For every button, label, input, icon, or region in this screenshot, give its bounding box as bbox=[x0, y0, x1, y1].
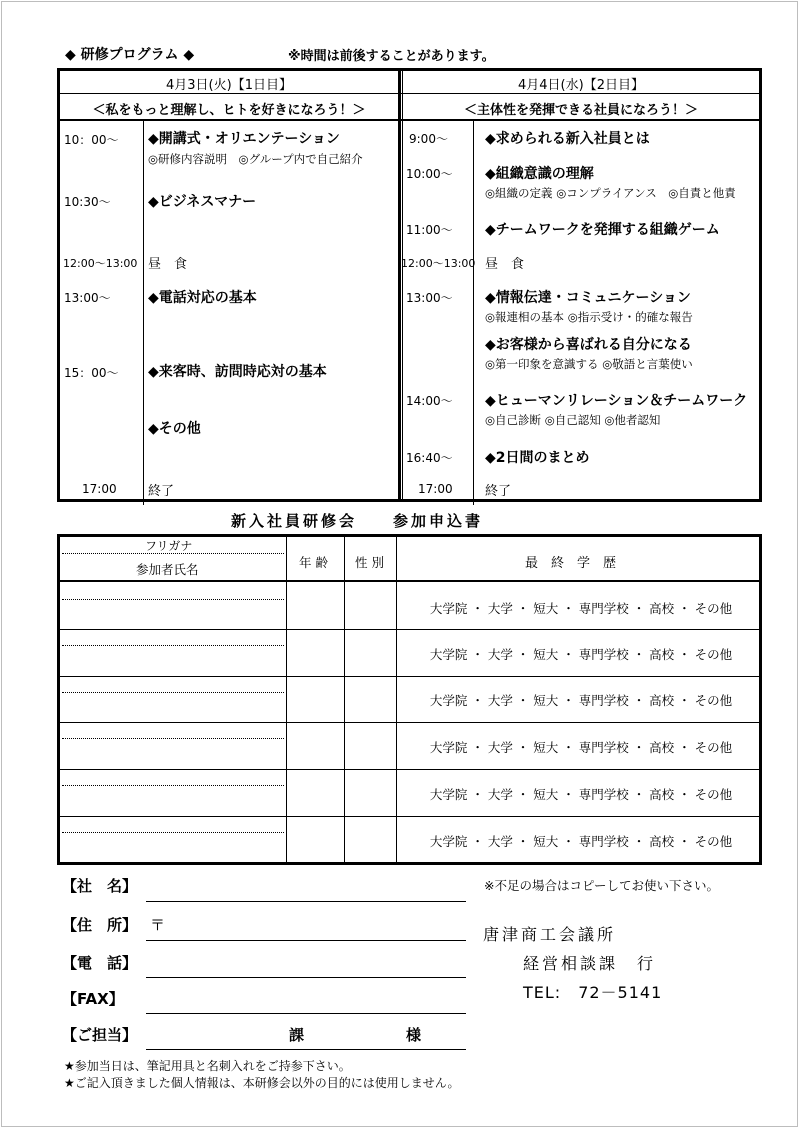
fax-field[interactable] bbox=[146, 1013, 466, 1014]
day1-item: 昼 食 bbox=[148, 257, 188, 272]
education-options[interactable]: 大学院 ・ 大学 ・ 短大 ・ 専門学校 ・ 高校 ・ その他 bbox=[429, 693, 733, 708]
day2-item: ◆求められる新入社員とは bbox=[485, 131, 650, 147]
form-title: 新入社員研修会 参加申込書 bbox=[231, 512, 484, 530]
day2-item: ◆2日間のまとめ bbox=[485, 450, 590, 466]
age-header: 年 齢 bbox=[299, 555, 328, 570]
day2-sub: ◎自己診断 ◎自己認知 ◎他者認知 bbox=[485, 413, 661, 427]
day2-time: 14:00～ bbox=[406, 394, 453, 408]
day2-time: 17:00 bbox=[418, 482, 453, 496]
time-note: ※時間は前後することがあります。 bbox=[288, 49, 495, 64]
day2-time: 16:40～ bbox=[406, 451, 453, 465]
day1-item: ◆ビジネスマナー bbox=[148, 194, 257, 210]
company-field[interactable] bbox=[146, 901, 466, 902]
day2-sub: ◎第一印象を意識する ◎敬語と言葉使い bbox=[485, 357, 693, 371]
day1-time: 17:00 bbox=[82, 482, 117, 496]
day2-item: 昼 食 bbox=[485, 257, 525, 272]
day2-sub: ◎組織の定義 ◎コンプライアンス ◎自責と他責 bbox=[485, 186, 736, 200]
tel-number: TEL: 72－5141 bbox=[523, 983, 663, 1002]
fax-label: 【FAX】 bbox=[62, 990, 124, 1008]
day1-time: 13:00～ bbox=[64, 291, 111, 305]
company-label: 【社 名】 bbox=[62, 877, 138, 895]
education-options[interactable]: 大学院 ・ 大学 ・ 短大 ・ 専門学校 ・ 高校 ・ その他 bbox=[429, 601, 733, 616]
honorific: 様 bbox=[406, 1026, 422, 1044]
phone-field[interactable] bbox=[146, 977, 466, 978]
section-suffix: 課 bbox=[289, 1026, 305, 1044]
day1-sub: ◎研修内容説明 ◎グループ内で自己紹介 bbox=[148, 152, 363, 166]
day2-time: 10:00～ bbox=[406, 167, 453, 181]
day2-item: ◆ヒューマンリレーション＆チームワーク bbox=[485, 393, 748, 409]
address-label: 【住 所】 bbox=[62, 916, 138, 934]
day2-item: ◆情報伝達・コミュニケーション bbox=[485, 290, 691, 306]
education-options[interactable]: 大学院 ・ 大学 ・ 短大 ・ 専門学校 ・ 高校 ・ その他 bbox=[429, 740, 733, 755]
day1-item: ◆電話対応の基本 bbox=[148, 290, 257, 306]
day1-time: 10：00～ bbox=[64, 133, 119, 147]
furigana-header: フリガナ bbox=[145, 539, 193, 553]
day2-item: ◆お客様から喜ばれる自分になる bbox=[485, 337, 692, 353]
application-form bbox=[57, 534, 762, 865]
person-label: 【ご担当】 bbox=[62, 1026, 138, 1044]
dept-name: 経営相談課 行 bbox=[523, 954, 657, 973]
postal-mark: 〒 bbox=[150, 916, 166, 934]
day2-time: 11:00～ bbox=[406, 223, 453, 237]
address-field[interactable] bbox=[146, 940, 466, 941]
day1-item: ◆開講式・オリエンテーション bbox=[148, 131, 340, 147]
day2-item: ◆組織意識の理解 bbox=[485, 166, 594, 182]
day1-item: 終了 bbox=[148, 484, 175, 499]
day2-theme: ＜主体性を発揮できる社員になろう！＞ bbox=[463, 103, 698, 118]
phone-label: 【電 話】 bbox=[62, 954, 138, 972]
education-options[interactable]: 大学院 ・ 大学 ・ 短大 ・ 専門学校 ・ 高校 ・ その他 bbox=[429, 787, 733, 802]
day2-item: ◆チームワークを発揮する組織ゲーム bbox=[485, 222, 720, 238]
footer-note: ★ご記入頂きました個人情報は、本研修会以外の目的には使用しません。 bbox=[64, 1076, 460, 1090]
day1-item: ◆その他 bbox=[148, 421, 201, 437]
day2-item: 終了 bbox=[485, 484, 512, 499]
day1-time: 10:30～ bbox=[64, 195, 111, 209]
person-field[interactable] bbox=[146, 1049, 466, 1050]
education-options[interactable]: 大学院 ・ 大学 ・ 短大 ・ 専門学校 ・ 高校 ・ その他 bbox=[429, 834, 733, 849]
day1-item: ◆来客時、訪問時応対の基本 bbox=[148, 364, 327, 380]
day1-time: 12:00～13:00 bbox=[63, 257, 138, 270]
program-heading: ◆ 研修プログラム ◆ bbox=[65, 47, 195, 63]
gender-header: 性 別 bbox=[355, 555, 384, 570]
day1-time: 15：00～ bbox=[64, 366, 119, 380]
education-options[interactable]: 大学院 ・ 大学 ・ 短大 ・ 専門学校 ・ 高校 ・ その他 bbox=[429, 647, 733, 662]
day2-time: 13:00～ bbox=[406, 291, 453, 305]
day1-date: 4月3日(火)【1日目】 bbox=[166, 78, 292, 93]
org-name: 唐津商工会議所 bbox=[483, 925, 617, 944]
day2-time: 12:00～13:00 bbox=[401, 257, 476, 270]
education-header: 最 終 学 歴 bbox=[525, 556, 617, 571]
day2-date: 4月4日(水)【2日目】 bbox=[518, 78, 644, 93]
day2-time: 9:00～ bbox=[409, 132, 448, 146]
footer-note: ★参加当日は、筆記用具と名刺入れをご持参下さい。 bbox=[64, 1059, 351, 1073]
name-header: 参加者氏名 bbox=[136, 562, 199, 577]
day1-theme: ＜私をもっと理解し、ヒトを好きになろう！＞ bbox=[92, 103, 366, 118]
day2-sub: ◎報連相の基本 ◎指示受け・的確な報告 bbox=[485, 310, 693, 324]
copy-note: ※不足の場合はコピーしてお使い下さい。 bbox=[484, 878, 719, 893]
